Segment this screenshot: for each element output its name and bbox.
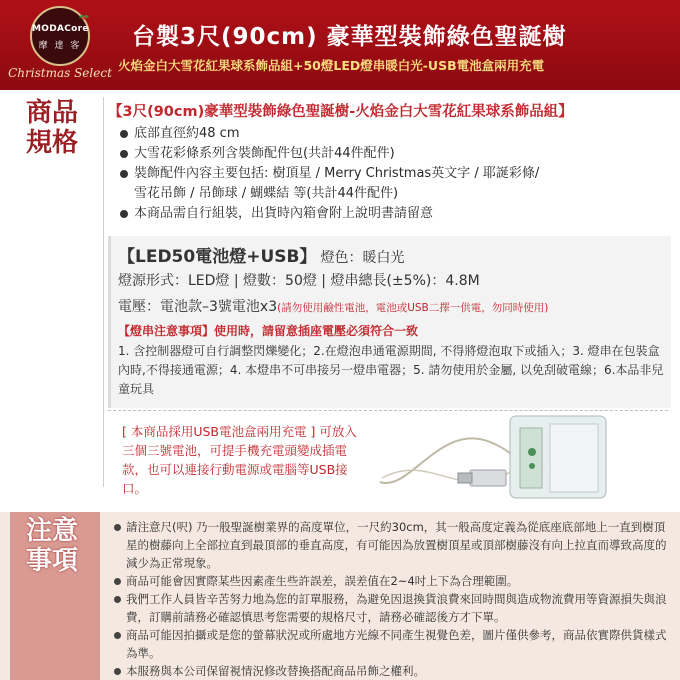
spec-bullet: 裝飾配件內容主要包括: 樹頂星 / Merry Christmas英文字 / 耶誕彩條/ 雪花吊飾 / 吊飾球 / 蝴蝶結 等(共計44件配件) (120, 164, 660, 204)
spec-label-line1: 商品 (26, 98, 79, 128)
notice-label-line2: 事項 (26, 546, 79, 576)
notice-label-line1: 注意 (26, 516, 79, 546)
notice-item: 本服務與本公司保留視情況修改替換搭配商品吊飾之權利。 (114, 662, 670, 680)
product-subtitle: 火焰金白大雪花紅果球系飾品組+50燈LED燈串暖白光-USB電池盒兩用充電 (118, 58, 545, 73)
bullet-dot-icon (120, 150, 128, 158)
led-description: 1. 含控制器燈可自行調整閃爍變化；2.在燈泡串通電源期間, 不得將燈泡取下或插入；3. 燈串在包裝盒內時,不得接通電源；4. 本燈串不可串接另一燈串電器；5. 請勿使用於金屬, 以免刮破電線；6.本品非兒童玩具 (118, 344, 664, 396)
led-voltage-line: 電壓：電池款–3號電池x3(請勿使用鹼性電池，電池或USB二擇一供電，勿同時使用) (118, 299, 549, 315)
led-warning: 【燈串注意事項】使用時，請留意插座電壓必須符合一致 (118, 324, 419, 338)
bullet-dot-icon (114, 578, 121, 585)
product-title: 台製3尺(90cm) 豪華型裝飾綠色聖誕樹 (132, 24, 567, 50)
spec-label-line2: 規格 (26, 128, 79, 158)
notice-list (114, 518, 670, 680)
logo-brand-chinese: 摩 達 客 (38, 41, 82, 51)
spec-bullet: 大雪花彩條系列含裝飾配件包(共計44件配件) (120, 144, 660, 164)
spec-divider (103, 97, 104, 487)
notice-item: 我們工作人員皆辛苦努力地為您的訂單服務，為避免因退換貨浪費來回時間與造成物流費用等資源損失與浪費，訂購前請務必確認慎思考您需要的規格尺寸，請務必確認後方才下單。 (114, 590, 670, 626)
led-voltage-note: (請勿使用鹼性電池，電池或USB二擇一供電，勿同時使用) (277, 302, 549, 314)
usb-plug-icon (470, 470, 506, 486)
bullet-dot-icon (114, 632, 121, 639)
spec-label (26, 98, 86, 158)
bullet-dot-icon (120, 130, 128, 138)
bullet-dot-icon (120, 170, 128, 178)
led-spec-line: 燈源形式：LED燈 | 燈數：50燈 | 燈串總長(±5%)：4.8M (118, 273, 480, 289)
spec-bullet-list (120, 124, 660, 224)
battery-box-illustration (370, 412, 670, 508)
notice-label (26, 516, 86, 576)
led-title: 【LED50電池燈+USB】 燈色：暖白光 (118, 247, 405, 267)
notice-item: 請注意尺(呎) 乃一般聖誕樹業界的高度單位，一尺約30cm，其一般高度定義為從底座底部地上一直到樹頂星的樹藤向上全部拉直到最頂部的垂直高度，有可能因為放置樹頂星或頂部樹藤沒有向上拉直而導致高度的減少為正常現象。 (114, 518, 670, 572)
spec-bullet-continuation: 雪花吊飾 / 吊飾球 / 蝴蝶結 等(共計44件配件) (134, 186, 399, 201)
brand-logo (30, 6, 90, 66)
bullet-dot-icon (114, 668, 121, 675)
spec-bullet: 本商品需自行組裝，出貨時內箱會附上說明書請留意 (120, 204, 660, 224)
bullet-dot-icon (114, 596, 121, 603)
battery-note: [ 本商品採用USB電池盒兩用充電 ] 可放入三個三號電池，可提手機充電頭變成插電款，也可以連接行動電源或電腦等USB接口。 (122, 424, 357, 496)
notice-item: 商品可能會因實際某些因素產生些許誤差，誤差值在2~4吋上下為合理範圍。 (114, 572, 670, 590)
bullet-dot-icon (114, 524, 121, 531)
notice-item: 商品可能因拍攝或是您的螢幕狀況或所處地方光線不同產生視覺色差，圖片僅供參考，商品依實際供貨樣式為準。 (114, 626, 670, 662)
spec-bullet: 底部直徑約48 cm (120, 124, 660, 144)
logo-tagline: Christmas Select (8, 66, 112, 80)
dashed-divider (108, 410, 668, 411)
spec-item-title: 【3尺(90cm)豪華型裝飾綠色聖誕樹-火焰金白大雪花紅果球系飾品組】 (108, 104, 573, 120)
led-color: 燈色：暖白光 (320, 250, 405, 266)
holly-icon (78, 12, 90, 22)
logo-brand-name: MODACore (32, 24, 89, 34)
bullet-dot-icon (120, 210, 128, 218)
